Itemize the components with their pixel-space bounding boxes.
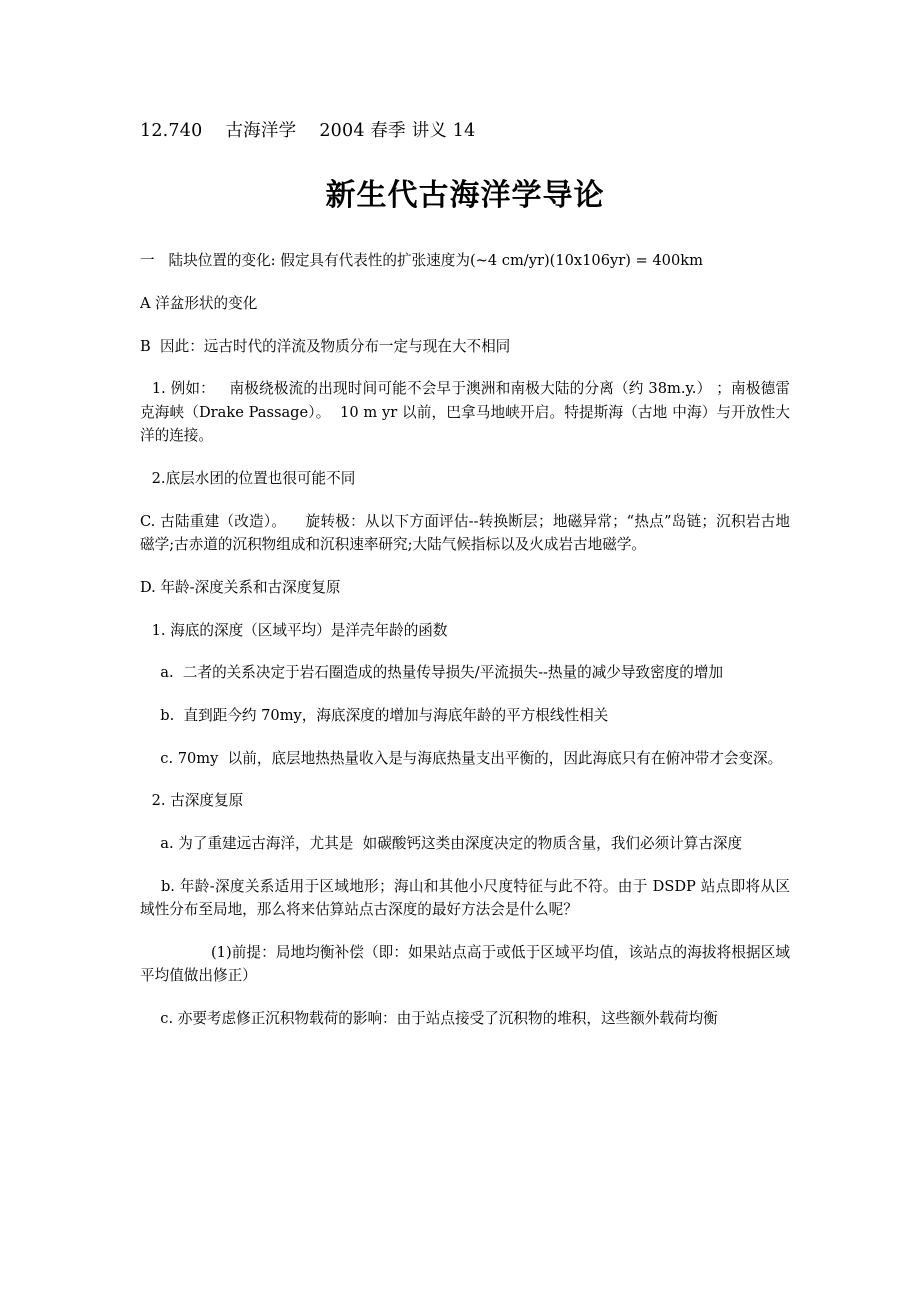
document-header: 12.740 古海洋学 2004 春季 讲义 14	[140, 121, 476, 141]
paragraph-item-d-2-c: c. 亦要考虑修正沉积物载荷的影响：由于站点接受了沉积物的堆积，这些额外载荷均衡	[151, 1010, 718, 1028]
paragraph-item-b-2: 2.底层水团的位置也很可能不同	[147, 470, 356, 488]
paragraph-item-d-1-a: a. 二者的关系决定于岩石圈造成的热量传导损失/平流损失--热量的减少导致密度的增加	[151, 664, 724, 682]
paragraph-item-d-2: 2. 古深度复原	[147, 792, 244, 810]
paragraph-item-b: B 因此：远古时代的洋流及物质分布一定与现在大不相同	[140, 337, 511, 355]
paragraph-item-d-1-c: c. 70my 以前，底层地热热量收入是与海底热量支出平衡的，因此海底只有在俯冲带才会变深。	[151, 749, 783, 767]
paragraph-item-d-1: 1. 海底的深度（区域平均）是洋壳年龄的函数	[147, 621, 448, 639]
paragraph-item-c: C. 古陆重建（改造）。 旋转极：从以下方面评估--转换断层；地磁异常；“热点”岛链；沉积岩古地磁学;古赤道的沉积物组成和沉积速率研究;大陆气候指标以及火成岩古地磁学。	[140, 512, 790, 554]
paragraph-item-b-1: 1. 例如： 南极绕极流的出现时间可能不会早于澳洲和南极大陆的分离（约 38m.y.） ；南极德雷克海峡（Drake Passage）。 10 m yr 以前，巴拿马地峡开启。特提斯海（古地 中海）与开放性大洋的连接。	[140, 380, 790, 445]
paragraph-section-one: 一 陆块位置的变化: 假定具有代表性的扩张速度为(~4 cm/yr)(10x106yr) = 400km	[140, 252, 703, 270]
document-body	[140, 249, 790, 1030]
paragraph-item-d: D. 年龄-深度关系和古深度复原	[140, 579, 341, 597]
document-content	[140, 0, 790, 1031]
paragraph-item-d-2-a: a. 为了重建远古海洋，尤其是 如碳酸钙这类由深度决定的物质含量，我们必须计算古深度	[151, 834, 743, 852]
page-title: 新生代古海洋学导论	[325, 178, 605, 214]
paragraph-item-d-1-b: b. 直到距今约 70my，海底深度的增加与海底年龄的平方根线性相关	[151, 706, 609, 724]
paragraph-item-a: A 洋盆形状的变化	[140, 294, 258, 312]
paragraph-item-d-2-b: b. 年龄-深度关系适用于区域地形；海山和其他小尺度特征与此不符。由于 DSDP 站点即将从区域性分布至局地，那么将来估算站点古深度的最好方法会是什么呢？	[140, 877, 790, 919]
paragraph-item-d-2-b-1: (1)前提：局地均衡补偿（即：如果站点高于或低于区域平均值，该站点的海拔将根据区域平均值做出修正）	[140, 943, 790, 985]
